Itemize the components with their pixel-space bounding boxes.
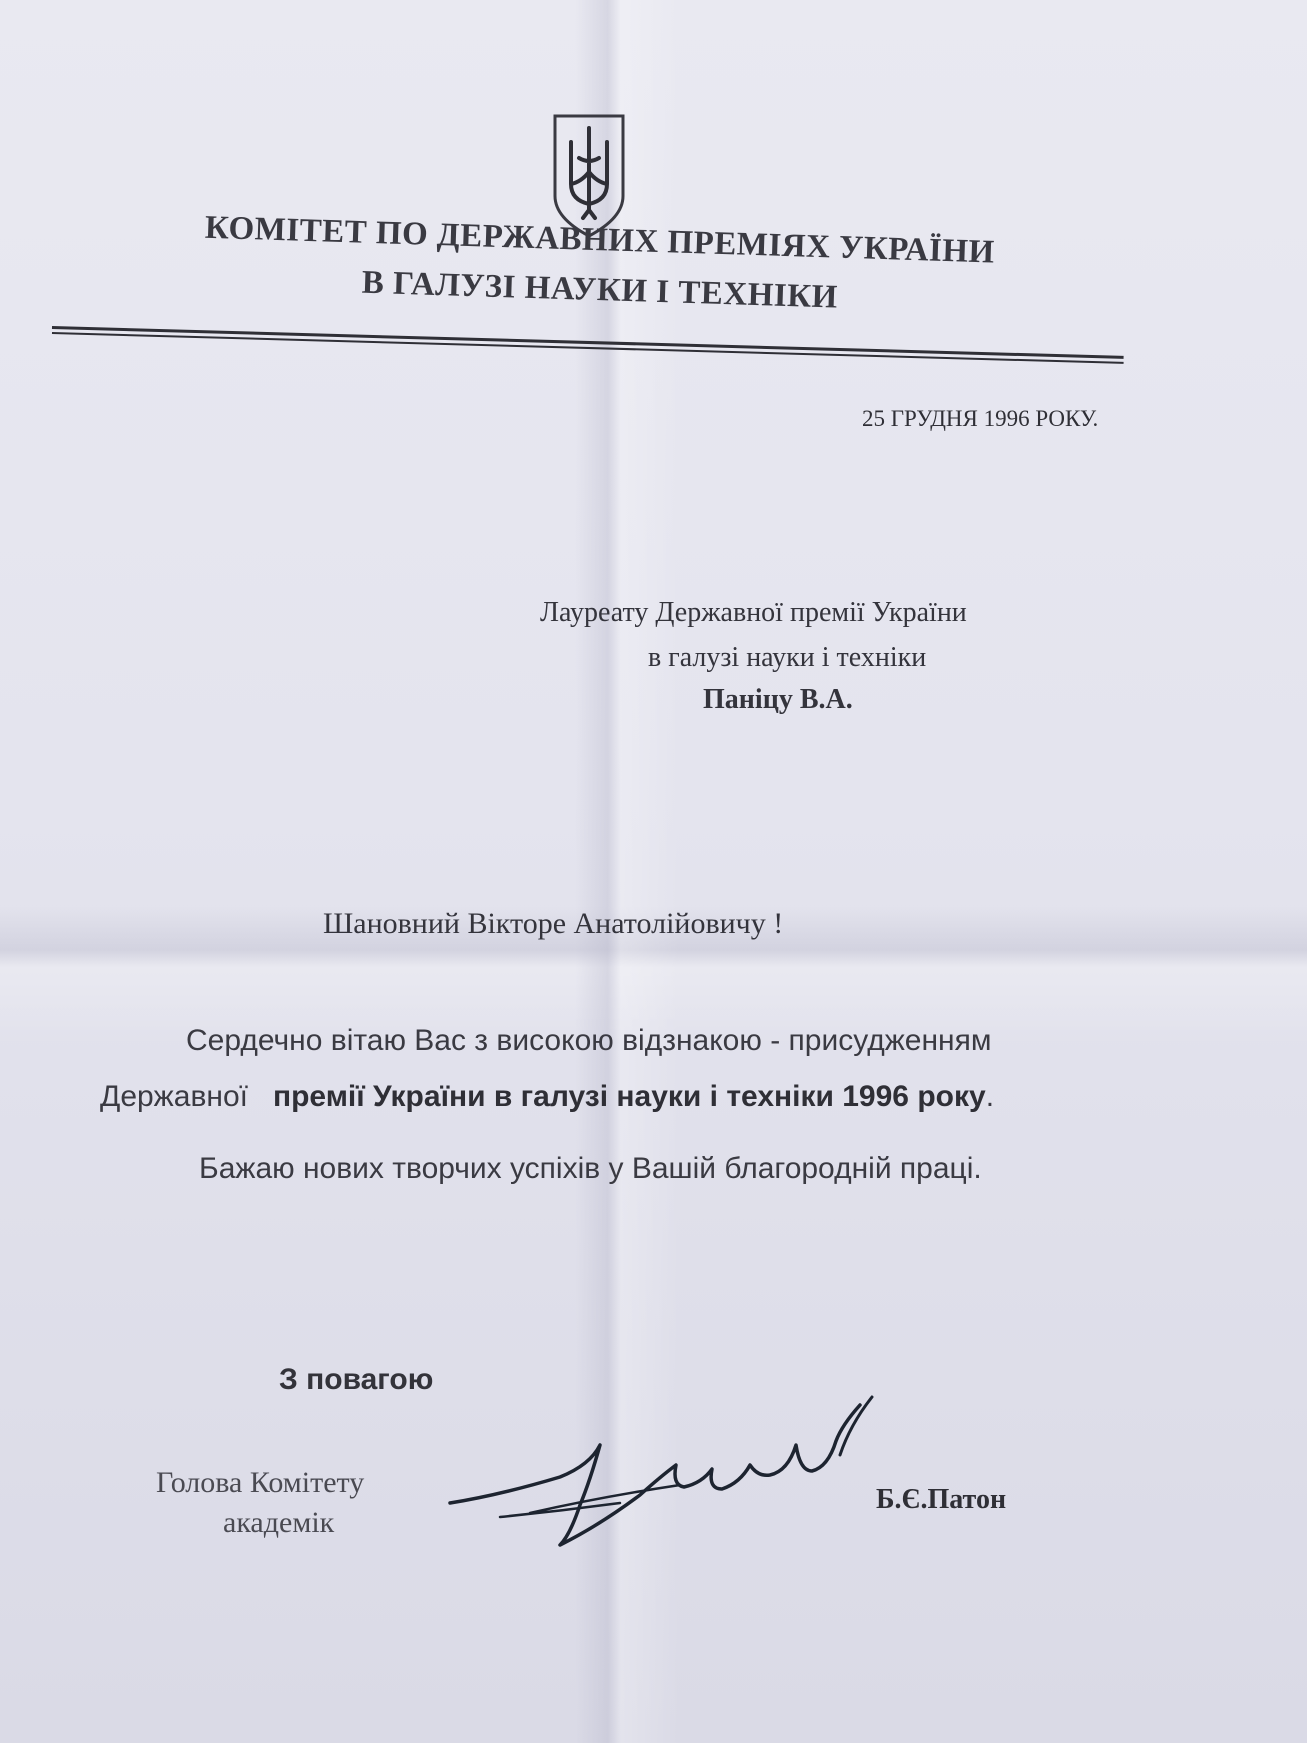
signer-position-line1: Голова Комітету	[156, 1466, 365, 1499]
organization-name-line1: КОМІТЕТ ПО ДЕРЖАВНИХ ПРЕМІЯХ УКРАЇНИ	[204, 209, 996, 271]
signer-position-line2: академік	[223, 1506, 335, 1539]
letter-date: 25 ГРУДНЯ 1996 РОКУ.	[862, 406, 1099, 431]
body-line2	[100, 1080, 994, 1114]
organization-name-line2: В ГАЛУЗІ НАУКИ І ТЕХНІКИ	[361, 264, 839, 316]
addressee-line1: Лауреату Державної премії України	[540, 597, 967, 628]
handwritten-signature	[440, 1385, 900, 1555]
body-line2-end: .	[985, 1080, 995, 1113]
body-line2-regular: Державної	[100, 1080, 248, 1113]
header-divider	[52, 326, 1124, 359]
body-line1: Сердечно вітаю Вас з високою відзнакою - присудженням	[186, 1024, 992, 1057]
body-line3: Бажаю нових творчих успіхів у Вашій благородній праці.	[199, 1152, 982, 1185]
closing-regards: З повагою	[279, 1363, 434, 1396]
header-divider-secondary	[52, 332, 1124, 364]
addressee-name: Паніцу В.А.	[703, 684, 853, 715]
salutation: Шановний Вікторе Анатолійовичу !	[323, 907, 784, 940]
body-line2-bold: премії України в галузі науки і техніки 1996 року	[272, 1080, 986, 1113]
signer-name: Б.Є.Патон	[876, 1484, 1007, 1515]
addressee-line2: в галузі науки і техніки	[648, 642, 927, 673]
